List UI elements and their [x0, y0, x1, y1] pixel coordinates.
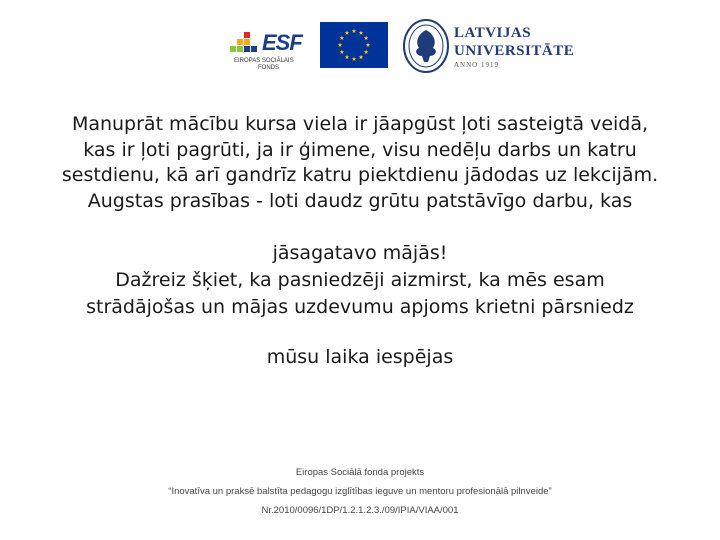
esf-logo [230, 22, 310, 78]
footer-project-label: Eiropas Sociālā fonda projekts [295, 467, 425, 478]
footer-project-title: “Inovatīva un praksē balstīta pedagogu izglītības ieguve un mentoru profesionālā pilnveide” [168, 486, 552, 497]
paragraph-2: jāsagatavo mājās! Dažreiz šķiet, ka pasniedzēji aizmirst, ka mēs esam strādājošas un mājas uzdevumu apjoms krietni pārsniedz [86, 242, 634, 318]
lu-wordmark: LATVIJAS UNIVERSITĀTE ANNO 1919 [454, 25, 575, 69]
esf-subtitle: EIROPAS SOCIĀLAIS FONDS [234, 58, 294, 71]
lu-seal-icon [402, 18, 450, 74]
paragraph-1: Manuprāt mācību kursa viela ir jāapgūst ļoti sasteigtā veidā, kas ir ļoti pagrūti, ja ir ģimene, visu nedēļu darbs un katru sestdienu, kā arī gandrīz katru piektdienu jādodas uz lekcijām. Augstas prasības - loti daudz grūtu patstāvīgo darbu, kas [61, 113, 659, 212]
eu-flag-icon [320, 22, 388, 68]
footer-project-number: Nr.2010/0096/1DP/1.2.1.2.3./09/IPIA/VIAA/001 [261, 505, 459, 516]
logo-bar [0, 18, 720, 78]
paragraph-3: mūsu laika iespējas [266, 346, 454, 368]
esf-name: ESF [262, 30, 302, 55]
footer [60, 463, 660, 520]
